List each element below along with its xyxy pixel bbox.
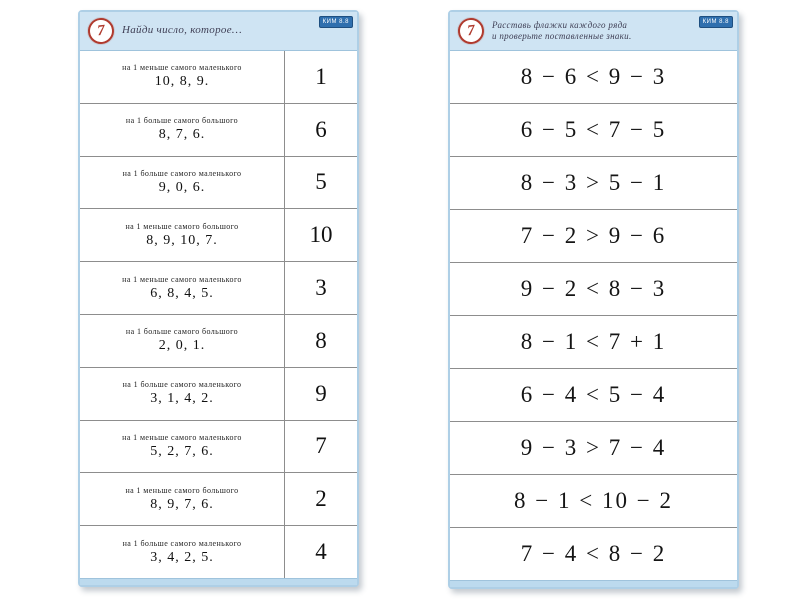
table-row [80,420,357,473]
row-numbers: 9, 0, 6. [158,179,206,195]
row-caption: на 1 больше самого большого [125,327,239,337]
row-caption: на 1 больше самого большого [125,116,239,126]
expression-row: 8 − 1 < 10 − 2 [450,474,737,527]
right-card-header [450,12,737,51]
row-caption: на 1 меньше самого маленького [122,274,242,284]
row-caption: на 1 меньше самого маленького [122,63,242,73]
card-footer-strip [80,578,357,585]
row-answer: 2 [315,486,327,512]
table-row [80,103,357,156]
corner-badge: КИМ 8.8 [319,16,353,28]
row-numbers: 10, 8, 9. [154,74,210,90]
row-numbers: 8, 7, 6. [158,127,206,143]
expression-row: 7 − 4 < 8 − 2 [450,527,737,580]
worksheet-card-check-signs [448,10,739,589]
row-answer: 5 [315,169,327,195]
task-number-circle: 7 [87,17,116,46]
row-numbers: 8, 9, 7, 6. [150,496,214,512]
expression-row: 7 − 2 > 9 − 6 [450,209,737,262]
table-row [80,525,357,578]
row-caption: на 1 больше самого маленького [122,168,242,178]
worksheet-card-find-number [78,10,359,587]
expression-row: 8 − 6 < 9 − 3 [520,64,667,89]
table-row [80,314,357,367]
row-answer: 4 [315,539,327,565]
right-card-title-line2: и проверьте поставленные знаки. [492,31,632,41]
row-numbers: 5, 2, 7, 6. [150,443,214,459]
expression-row: 9 − 3 > 7 − 4 [450,421,737,474]
row-answer: 3 [315,275,327,301]
row-numbers: 3, 1, 4, 2. [150,391,214,407]
row-answer: 6 [315,116,327,142]
row-caption: на 1 больше самого маленького [122,538,242,548]
table-row [80,156,357,209]
expression-row: 6 − 5 < 7 − 5 [450,103,737,156]
row-answer: 7 [315,433,327,459]
row-numbers: 6, 8, 4, 5. [150,285,214,301]
row-answer: 10 [309,222,333,248]
row-numbers: 3, 4, 2, 5. [150,549,214,565]
table-row [80,367,357,420]
row-caption: на 1 меньше самого маленького [122,432,242,442]
table-row [80,472,357,525]
expression-row: 8 − 1 < 7 + 1 [450,315,737,368]
row-answer: 9 [315,380,327,406]
right-card-title [492,20,676,43]
right-card-table [450,51,737,580]
left-card-title: Найди число, которое… [122,24,242,37]
row-answer: 8 [315,327,327,353]
table-row [80,208,357,261]
right-card-title-line1: Расставь флажки каждого ряда [492,19,628,30]
row-numbers: 2, 0, 1. [158,338,206,354]
row-numbers: 8, 9, 10, 7. [146,232,218,248]
table-row [80,261,357,314]
row-caption: на 1 больше самого маленького [122,380,242,390]
left-card-table [80,51,357,578]
row-caption: на 1 меньше самого большого [125,485,239,495]
task-number-circle: 7 [457,17,486,46]
row-caption: на 1 меньше самого большого [125,221,239,231]
row-answer: 1 [315,63,327,89]
table-row [80,51,357,103]
left-card-header [80,12,357,51]
expression-row: 8 − 3 > 5 − 1 [450,156,737,209]
corner-badge: КИМ 8.8 [699,16,733,28]
expression-row: 6 − 4 < 5 − 4 [450,368,737,421]
card-footer-strip [450,580,737,587]
expression-row: 9 − 2 < 8 − 3 [450,262,737,315]
